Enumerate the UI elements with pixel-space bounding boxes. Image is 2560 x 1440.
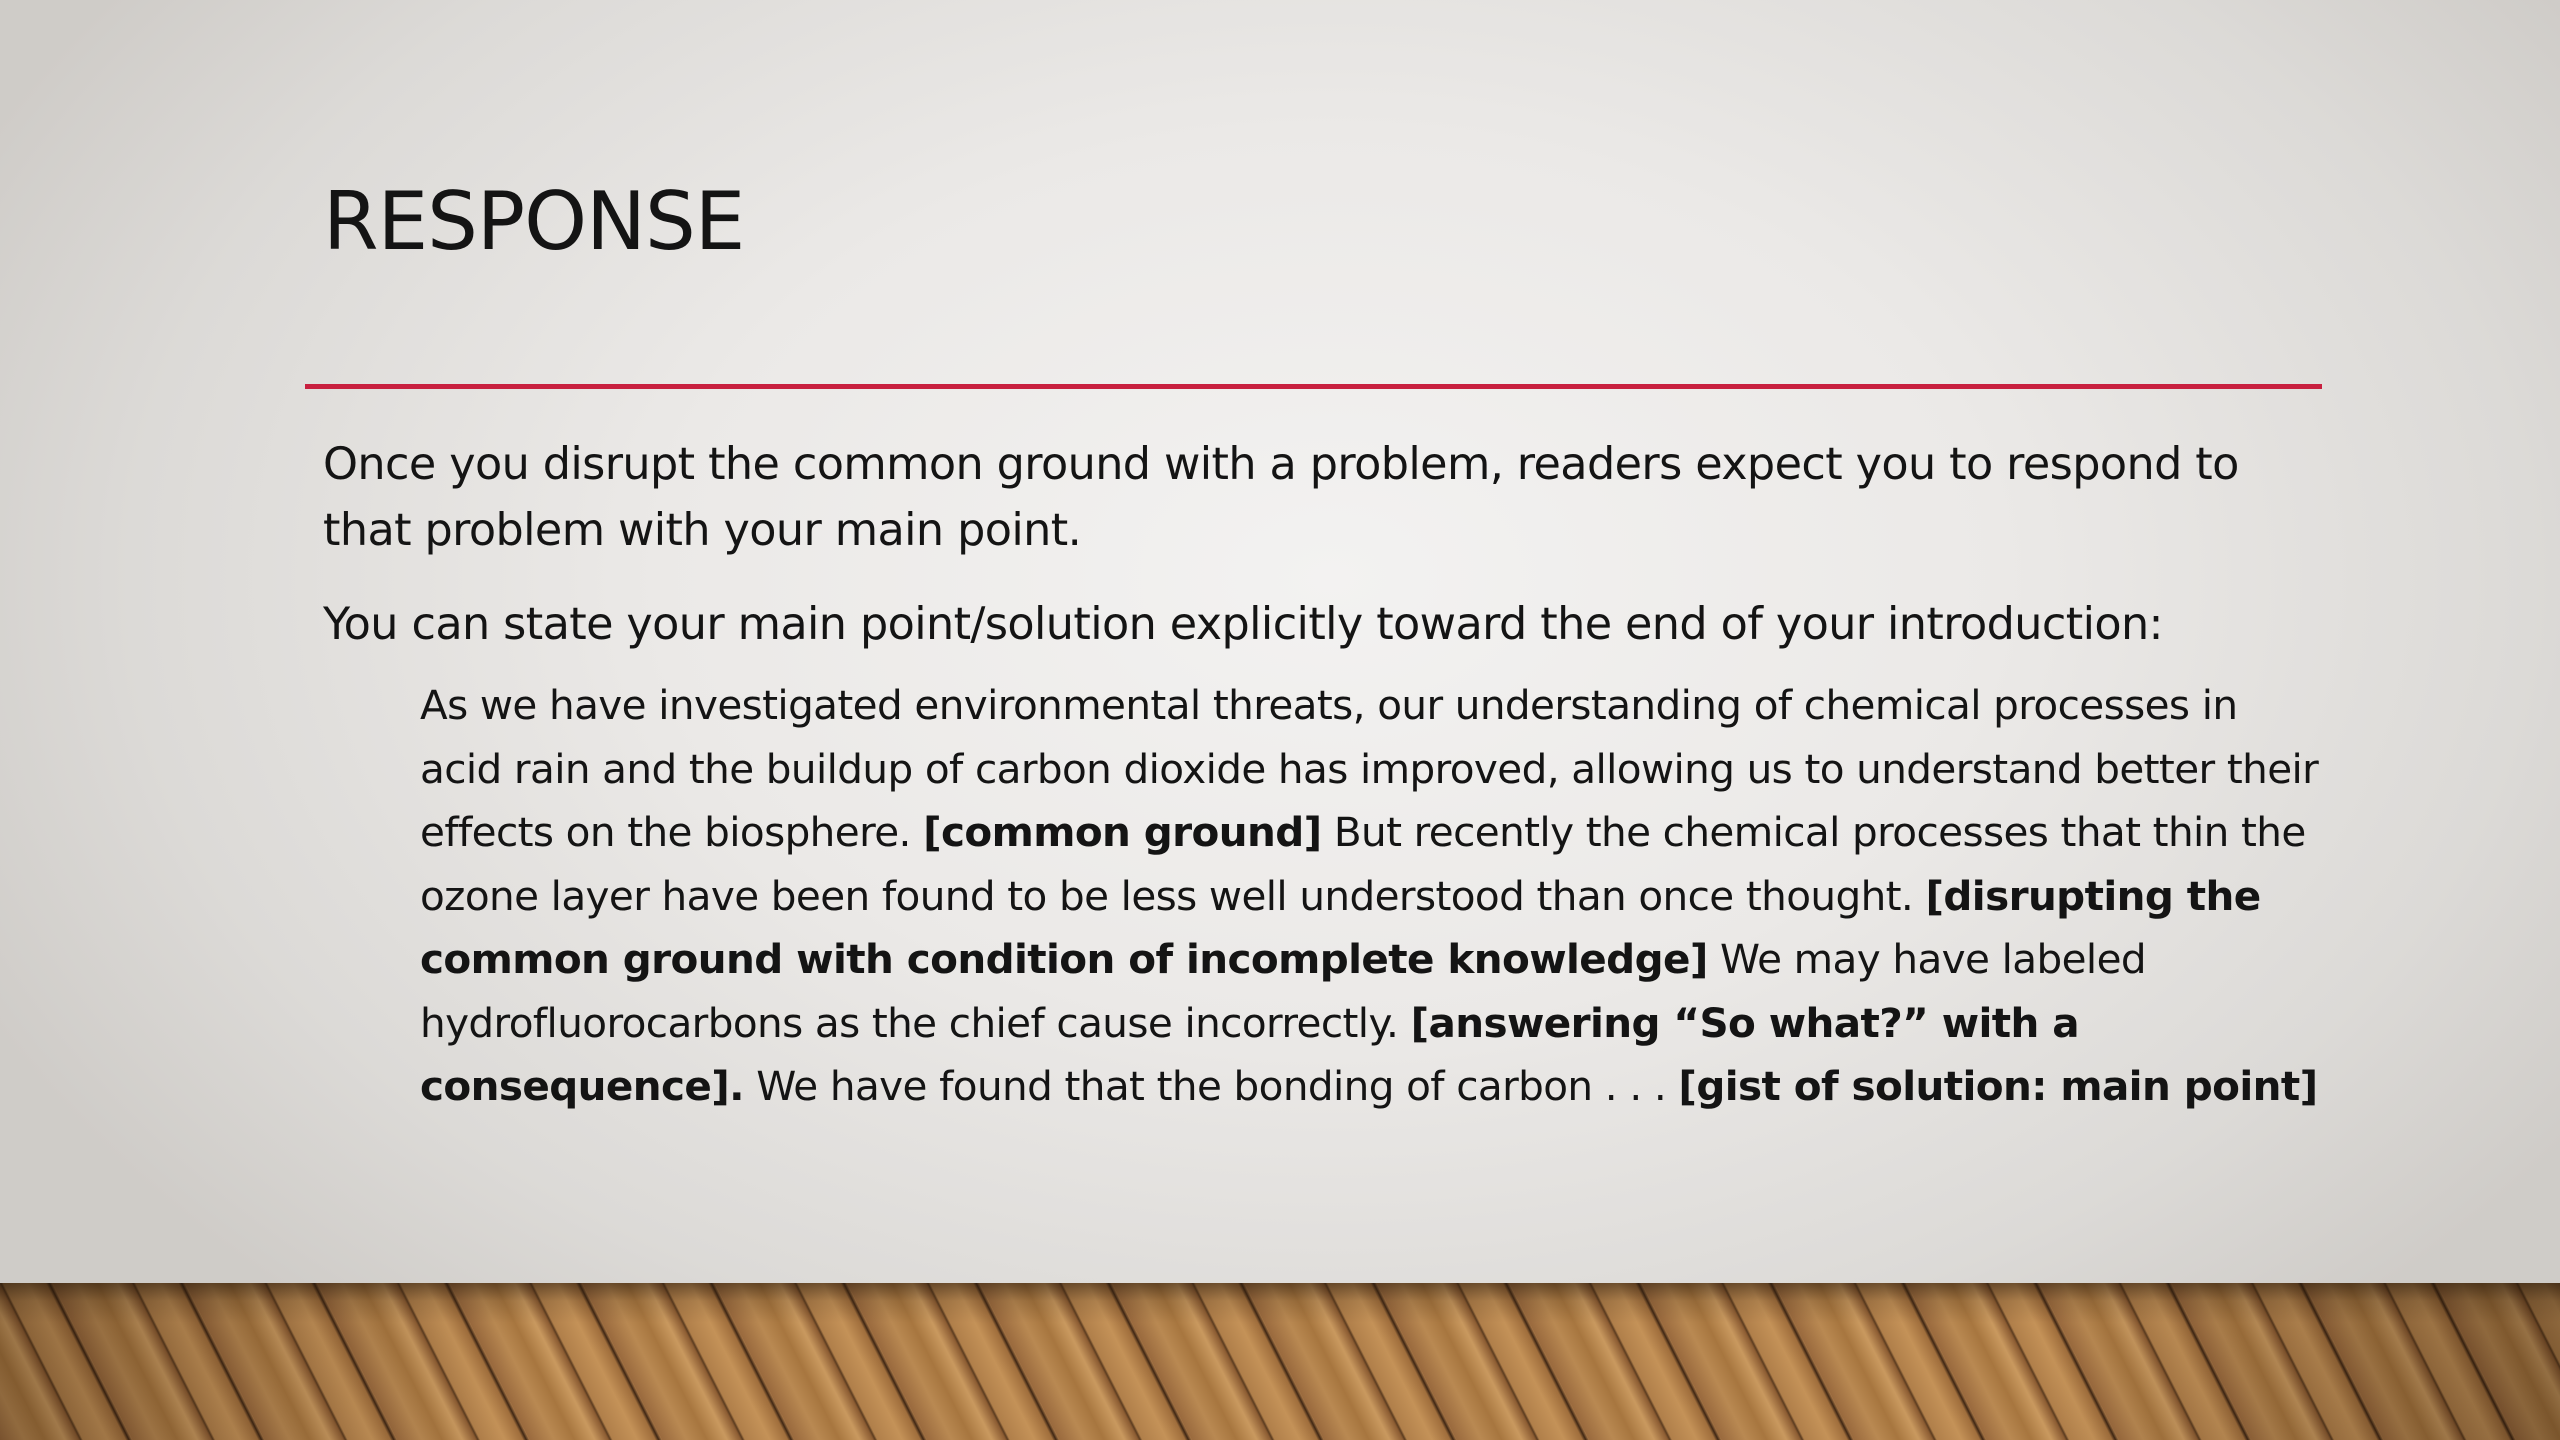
slide-body	[323, 432, 2313, 658]
example-tag-common-ground: [common ground]	[923, 808, 1322, 856]
body-paragraph-2: You can state your main point/solution explicitly toward the end of your introduction:	[323, 599, 2163, 650]
example-text-2: But recently the chemical processes that thin the ozone layer have been found to be less well understood than once thought.	[420, 808, 2306, 920]
example-tag-main-point: [gist of solution: main point]	[1678, 1062, 2318, 1110]
example-text-1: As we have investigated environmental threats, our understanding of chemical processes in acid rain and the buildup of carbon dioxide has improved, allowing us to understand better their effects on the biosphere.	[420, 681, 2319, 856]
example-text-4: We have found that the bonding of carbon . . .	[743, 1062, 1679, 1110]
example-text-3: We may have labeled hydrofluorocarbons as the chief cause incorrectly.	[420, 935, 2147, 1047]
body-paragraph-1: Once you disrupt the common ground with a problem, readers expect you to respond to that problem with your main point.	[323, 439, 2239, 556]
example-tag-consequence: [answering “So what?” with a consequence].	[420, 998, 2080, 1110]
example-tag-disrupting: [disrupting the common ground with condition of incomplete knowledge]	[420, 871, 2261, 983]
floor-shading	[0, 1283, 2560, 1440]
slide-title: RESPONSE	[323, 175, 745, 268]
example-passage	[420, 674, 2320, 1119]
title-divider-line	[305, 384, 2322, 389]
